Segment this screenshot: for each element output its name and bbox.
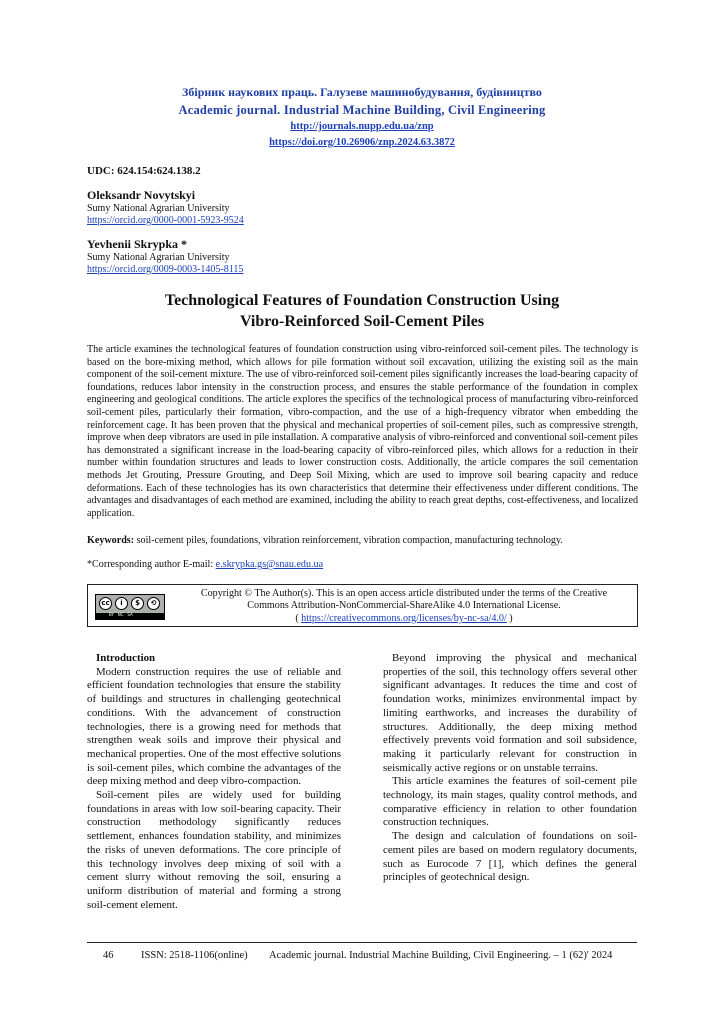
- journal-title-english: Academic journal. Industrial Machine Building, Civil Engineering: [178, 103, 546, 117]
- author-orcid-link[interactable]: https://orcid.org/0000-0001-5923-9524: [87, 215, 244, 226]
- author-block: [87, 237, 243, 276]
- article-title: [60, 290, 664, 332]
- attribution-icon: i: [115, 597, 128, 610]
- journal-header: [0, 83, 724, 151]
- author-block: [87, 188, 244, 227]
- license-line-2: Commons Attribution-NonCommercial-ShareAlike 4.0 International License.: [247, 600, 561, 612]
- license-url-link[interactable]: https://creativecommons.org/licenses/by-nc-sa/4.0/: [301, 612, 507, 624]
- license-line-1: Copyright © The Author(s). This is an open access article distributed under the terms of the Creative: [200, 588, 608, 599]
- license-line-3: ( https://creativecommons.org/licenses/by-nc-sa/4.0/ ): [295, 612, 513, 624]
- paragraph: Soil-cement piles are widely used for building foundations in areas with low soil-bearing capacity. Their construction methodology significantly reduces settlement, enhances foundation stability, and minimizes the risks of uneven deformations. The core principle of this technology involves deep mixing of soil with a cement slurry without removing the soil, ensuring a uniform distribution of material and forming a strong soil-cement element.: [87, 789, 341, 911]
- cc-icon: cc: [99, 597, 112, 610]
- license-box: [87, 584, 638, 627]
- udc-code: UDC: 624.154:624.138.2: [87, 165, 201, 177]
- journal-title-ukrainian: Збірник наукових праць. Галузеве машинобудування, будівництво: [182, 85, 542, 99]
- author-orcid-link[interactable]: https://orcid.org/0009-0003-1405-8115: [87, 264, 244, 275]
- keywords-list: soil-cement piles, foundations, vibration reinforcement, vibration compaction, manufacturing technology.: [134, 535, 563, 546]
- author-affiliation: Sumy National Agrarian University: [87, 203, 230, 214]
- page-number: 46: [103, 950, 114, 961]
- article-title-line-2: Vibro-Reinforced Soil-Cement Piles: [239, 313, 485, 330]
- paragraph: The design and calculation of foundations on soil-cement piles are based on modern regulatory documents, such as Eurocode 7 [1], which defines the general principles of geotechnical design.: [383, 830, 637, 884]
- author-name: Yevhenii Skrypka *: [87, 237, 188, 251]
- license-text: [178, 588, 630, 625]
- sharealike-icon: ⟲: [147, 597, 160, 610]
- journal-url-link[interactable]: http://journals.nupp.edu.ua/znp: [290, 121, 434, 132]
- article-title-line-1: Technological Features of Foundation Construction Using: [164, 292, 560, 309]
- issn: ISSN: 2518-1106(online): [141, 950, 248, 961]
- noncommercial-icon: $: [131, 597, 144, 610]
- paragraph: Modern construction requires the use of reliable and efficient foundation technologies that ensure the stability of buildings and structures in challenging geotechnical conditions. With the advancement of construction technologies, there is a growing need for methods that strengthen weak soils and improve their physical and mechanical properties. One of the most effective solutions is soil-cement piles, which combine the advantages of the deep mixing method and deep vibro-compaction.: [87, 665, 341, 788]
- abstract: The article examines the technological features of foundation construction using vibro-reinforced soil-cement piles. The technology is based on the bore-mixing method, which allows for pile formation without soil excavation, utilizing the existing soil as the main component of the soil-cement mixture. The use of vibro-reinforced soil-cement piles significantly increases the load-bearing capacity of foundations, reduces labor intensity in the construction process, and ensures the stable performance of the foundation in complex engineering and geological conditions. The article explores the specifics of the technological process of manufacturing vibro-reinforced soil-cement piles, particularly their formation, vibro-compaction, and the use of a high-frequency vibrator when embedding the reinforcement cage. It has been proven that the physical and mechanical properties of soil-cement piles, such as compressive strength, improve when deep vibrators are used in pile installation. A comparative analysis of vibro-reinforced and conventional soil-cement piles has demonstrated a significant increase in the load-bearing capacity of vibro-reinforced piles, which allows for a reduction in their number within foundation structures and leads to lower construction costs. Additionally, the article compares the soil cementation methods Jet Grouting, Pressure Grouting, and Deep Soil Mixing, which are used to improve soil bearing capacity and reduce deformations. Each of these technologies has its own characteristics that determine their effectiveness under different conditions. The advantages and disadvantages of each method are examined, including the ability to reach great depths, cost-effectiveness, and localized application.: [87, 344, 638, 519]
- paragraph: This article examines the features of soil-cement pile technology, its main stages, quality control methods, and comparative efficiency in relation to other foundation construction techniques.: [383, 775, 637, 829]
- corresponding-email-link[interactable]: e.skrypka.gs@snau.edu.ua: [215, 559, 324, 570]
- cc-license-badge-icon[interactable]: [95, 594, 165, 620]
- corresponding-label: *Corresponding author E-mail:: [87, 559, 216, 570]
- corresponding-author: [87, 559, 323, 570]
- body-column-right: [383, 652, 637, 885]
- paragraph: Beyond improving the physical and mechanical properties of the soil, this technology offers several other significant advantages. It reduces the time and cost of foundation works, minimizes environmental impact by limiting earthworks, and increases the durability of structures. Additionally, the deep mixing method effectively prevents void formation and soil subsidence, making it particularly relevant for construction in seismically active regions or on unstable terrains.: [383, 652, 637, 774]
- footer-divider: [87, 942, 637, 943]
- keywords: [87, 535, 638, 546]
- author-name: Oleksandr Novytskyi: [87, 188, 196, 202]
- author-affiliation: Sumy National Agrarian University: [87, 252, 230, 263]
- body-column-left: [87, 652, 341, 912]
- keywords-label: Keywords:: [87, 535, 135, 546]
- section-heading-introduction: Introduction: [96, 652, 156, 664]
- footer-journal: Academic journal. Industrial Machine Building, Civil Engineering. – 1 (62)' 2024: [269, 950, 613, 961]
- badge-text: BY NC SA: [109, 612, 133, 617]
- badge-strip: [96, 613, 164, 619]
- doi-link[interactable]: https://doi.org/10.26906/znp.2024.63.3872: [269, 137, 455, 148]
